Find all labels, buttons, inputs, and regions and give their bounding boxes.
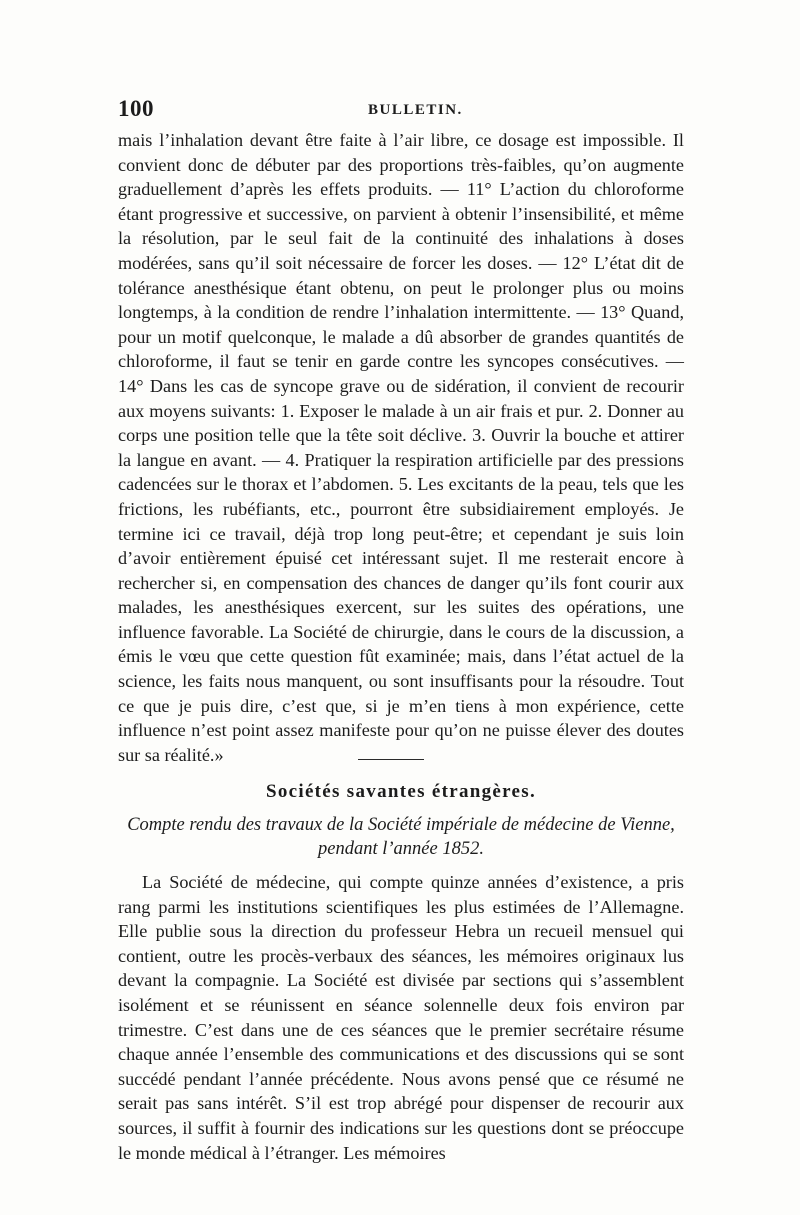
continued-paragraph: mais l’inhalation devant être faite à l’air libre, ce dosage est impossible. Il convient donc de débuter par des proportions très-faibles, qu’on augmente graduellement d’après les effets produits. — 11° L’action du chloroforme étant progressive et successive, on parvient à obtenir l’insensibilité, et même la résolution, par le seul fait de la continuité des inhalations à doses modérées, sans qu’il soit nécessaire de forcer les doses. — 12° L’état dit de tolérance anesthésique étant obtenu, on peut le prolonger plus ou moins longtemps, à la condition de rendre l’inhalation intermittente. — 13° Quand, pour un motif quelconque, le malade a dû absorber de grandes quantités de chloroforme, il faut se tenir en garde contre les syncopes consécutives. — 14° Dans les cas de syncope grave ou de sidération, il convient de recourir aux moyens suivants: 1. Exposer le malade à un air frais et pur. 2. Donner au corps une position telle que la tête soit déclive. 3. Ouvrir la bouche et attirer la langue en avant. — 4. Pratiquer la respiration artificielle par des pressions cadencées sur le thorax et l’abdomen. 5. Les excitants de la peau, tels que les frictions, les rubéfiants, etc., pourront être subsidiairement employés. Je termine ici ce travail, déjà trop long peut-être; et cependant je suis loin d’avoir entièrement épuisé cet intéressant sujet. Il me resterait encore à rechercher si, en compensation des chances de danger qu’ils font courir aux malades, les anesthésiques exercent, sur les suites des opérations, une influence favorable. La Société de chirurgie, dans le cours de la discussion, a émis le vœu que cette question fût examinée; mais, dans l’état actuel de la science, les faits nous manquent, ou sont insuffisants pour la résoudre. Tout ce que je puis dire, c’est que, si je m’en tiens à mon expérience, cette influence n’est point assez manifeste pour qu’on ne puisse élever des doutes sur sa réalité.» [118, 130, 684, 765]
article-paragraph: La Société de médecine, qui compte quinze années d’existence, a pris rang parmi les institutions scientifiques les plus estimées de l’Allemagne. Elle publie sous la direction du professeur Hebra un recueil mensuel qui contient, outre les procès-verbaux des séances, les mémoires originaux lus devant la compagnie. La Société est divisée par sections qui s’assemblent isolément et se réunissent en séance solennelle deux fois environ par trimestre. C’est dans une de ces séances que le premier secrétaire résume chaque année l’ensemble des communications et des discussions qui se sont succédé pendant l’année précédente. Nous avons pensé que ce résumé ne serait pas sans intérêt. S’il est trop abrégé pour dispenser de recourir aux sources, il suffit à fournir des indications sur les questions dont se préoccupe le monde médical à l’étranger. Les mémoires [118, 872, 684, 1163]
section-divider [358, 759, 424, 760]
page-number: 100 [118, 96, 154, 121]
article-title: Compte rendu des travaux de la Société impériale de médecine de Vienne, pendant l’année 1852. [127, 815, 675, 859]
page-header [118, 96, 688, 126]
section-title: Sociétés savantes étrangères. [265, 781, 537, 802]
running-head: BULLETIN. [368, 102, 463, 118]
